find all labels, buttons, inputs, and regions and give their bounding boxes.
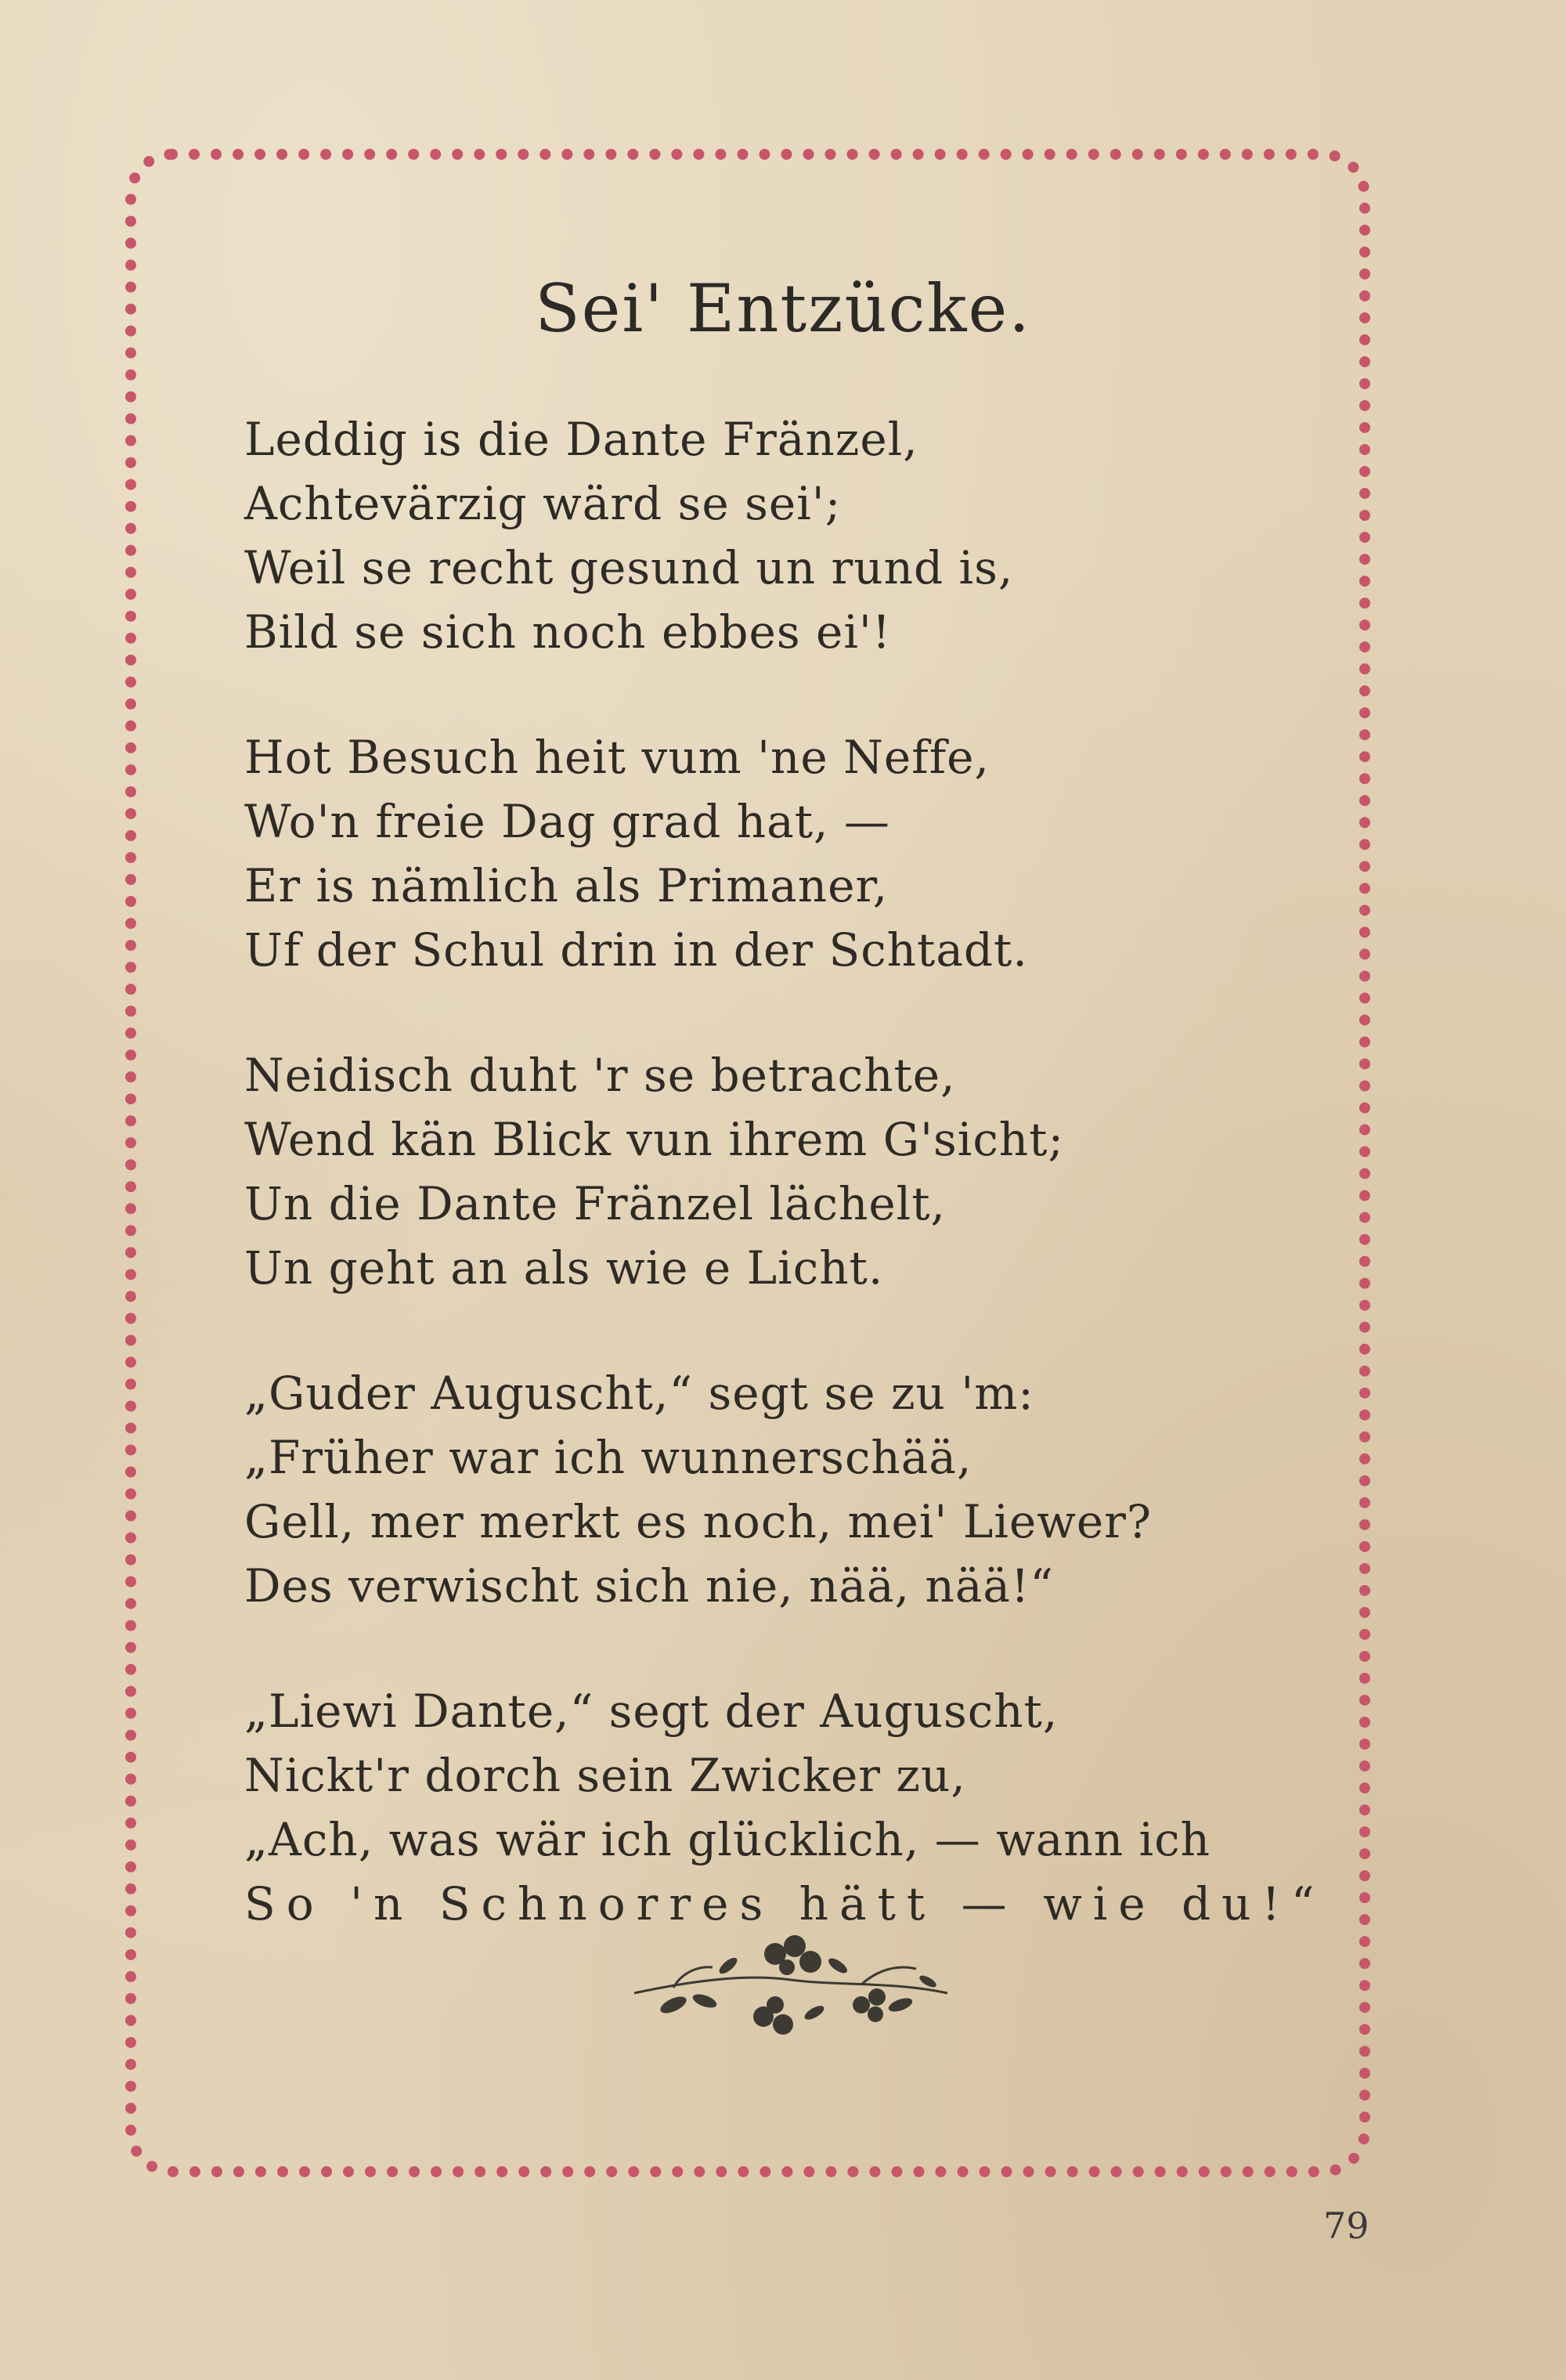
verse-line: Er is nämlich als Primaner, <box>244 859 889 912</box>
verse-line: Wend kän Blick vun ihrem G'sicht; <box>244 1113 1065 1166</box>
verse-line: „Früher war ich wunnerschää, <box>244 1431 972 1484</box>
verse-line: Bild se sich noch ebbes ei'! <box>244 605 892 659</box>
stanza-2 <box>244 725 1325 982</box>
page-number: 79 <box>1323 2205 1369 2247</box>
verse-line: Hot Besuch heit vum 'ne Neffe, <box>244 731 990 784</box>
verse-line: Un geht an als wie e Licht. <box>244 1241 884 1295</box>
verse-line: Weil se recht gesund un rund is, <box>244 541 1014 594</box>
verse-line: Wo'n freie Dag grad hat, — <box>244 795 890 848</box>
verse-line: Leddig is die Dante Fränzel, <box>244 413 918 466</box>
verse-line: Des verwischt sich nie, nää, nää!“ <box>244 1559 1054 1613</box>
verse-line: „Guder Auguscht,“ segt se zu 'm: <box>244 1367 1034 1420</box>
stanza-4 <box>244 1361 1325 1618</box>
verse-line: Un die Dante Fränzel lächelt, <box>244 1177 946 1230</box>
verse-line: „Liewi Dante,“ segt der Auguscht, <box>244 1685 1059 1738</box>
stanza-5 <box>244 1679 1325 1936</box>
verse-line: Neidisch duht 'r se betrachte, <box>244 1049 956 1102</box>
stanza-1 <box>244 407 1325 664</box>
poem-body <box>244 407 1325 1997</box>
verse-line: Achtevärzig wärd se sei'; <box>244 477 842 530</box>
verse-line: Uf der Schul drin in der Schtadt. <box>244 923 1028 977</box>
poem-title: Sei' Entzücke. <box>535 270 1031 347</box>
verse-line: So 'n Schnorres hätt — wie du!“ <box>244 1877 1326 1930</box>
verse-line: „Ach, was wär ich glücklich, — wann ich <box>244 1813 1211 1866</box>
verse-line: Gell, mer merkt es noch, mei' Liewer? <box>244 1495 1152 1548</box>
floral-ornament-icon <box>626 1919 955 2060</box>
verse-line: Nickt'r dorch sein Zwicker zu, <box>244 1749 966 1802</box>
stanza-3 <box>244 1043 1325 1300</box>
